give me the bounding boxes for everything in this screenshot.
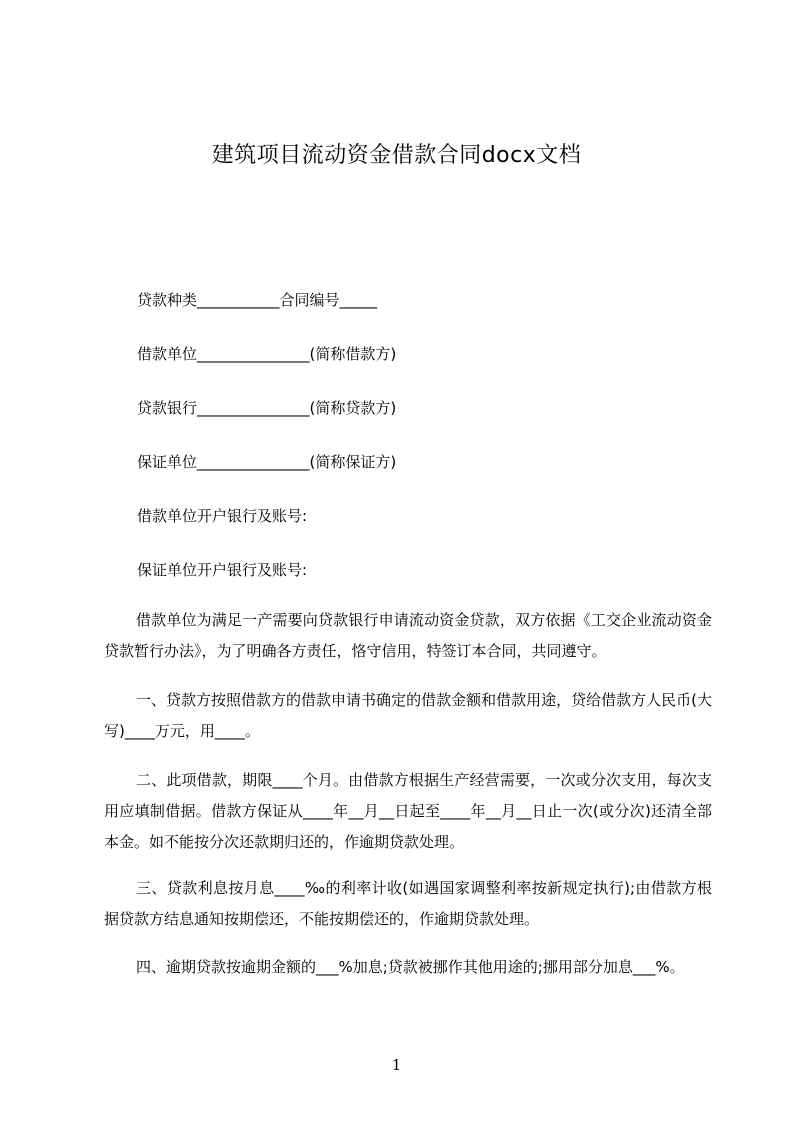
field-loan-type: 贷款种类___________合同编号_____ [137,291,378,309]
paragraph-clause-2: 二、此项借款，期限____个月。由借款方根据生产经营需要，一次或分次支用，每次支用应填制借据。借款方保证从____年__月__日起至____年__月__日止一次(或分次)还清全部本金。如不能按分次还款期归还的，作逾期贷款处理。 [104,771,712,851]
paragraph-clause-4: 四、逾期贷款按逾期金额的___%加息;贷款被挪作其他用途的;挪用部分加息___%。 [136,958,685,976]
field-borrower: 借款单位_______________(简称借款方) [137,345,397,363]
field-lender: 贷款银行_______________(简称贷款方) [137,399,397,417]
field-borrower-account: 借款单位开户银行及账号: [137,507,308,525]
field-guarantor: 保证单位_______________(简称保证方) [137,453,397,471]
page-number: 1 [391,1056,402,1074]
document-title: 建筑项目流动资金借款合同docx文档 [211,143,582,168]
paragraph-clause-3: 三、贷款利息按月息____‰的利率计收(如遇国家调整利率按新规定执行);由借款方根据贷款方结息通知按期偿还，不能按期偿还的，作逾期贷款处理。 [104,879,712,928]
field-guarantor-account: 保证单位开户银行及账号: [137,561,308,579]
paragraph-clause-1: 一、贷款方按照借款方的借款申请书确定的借款金额和借款用途，贷给借款方人民币(大写)____万元，用____。 [104,691,712,740]
paragraph-preamble: 借款单位为满足一产需要向贷款银行申请流动资金贷款，双方依据《工交企业流动资金贷款暂行办法》，为了明确各方责任，恪守信用，特签订本合同，共同遵守。 [104,611,712,660]
